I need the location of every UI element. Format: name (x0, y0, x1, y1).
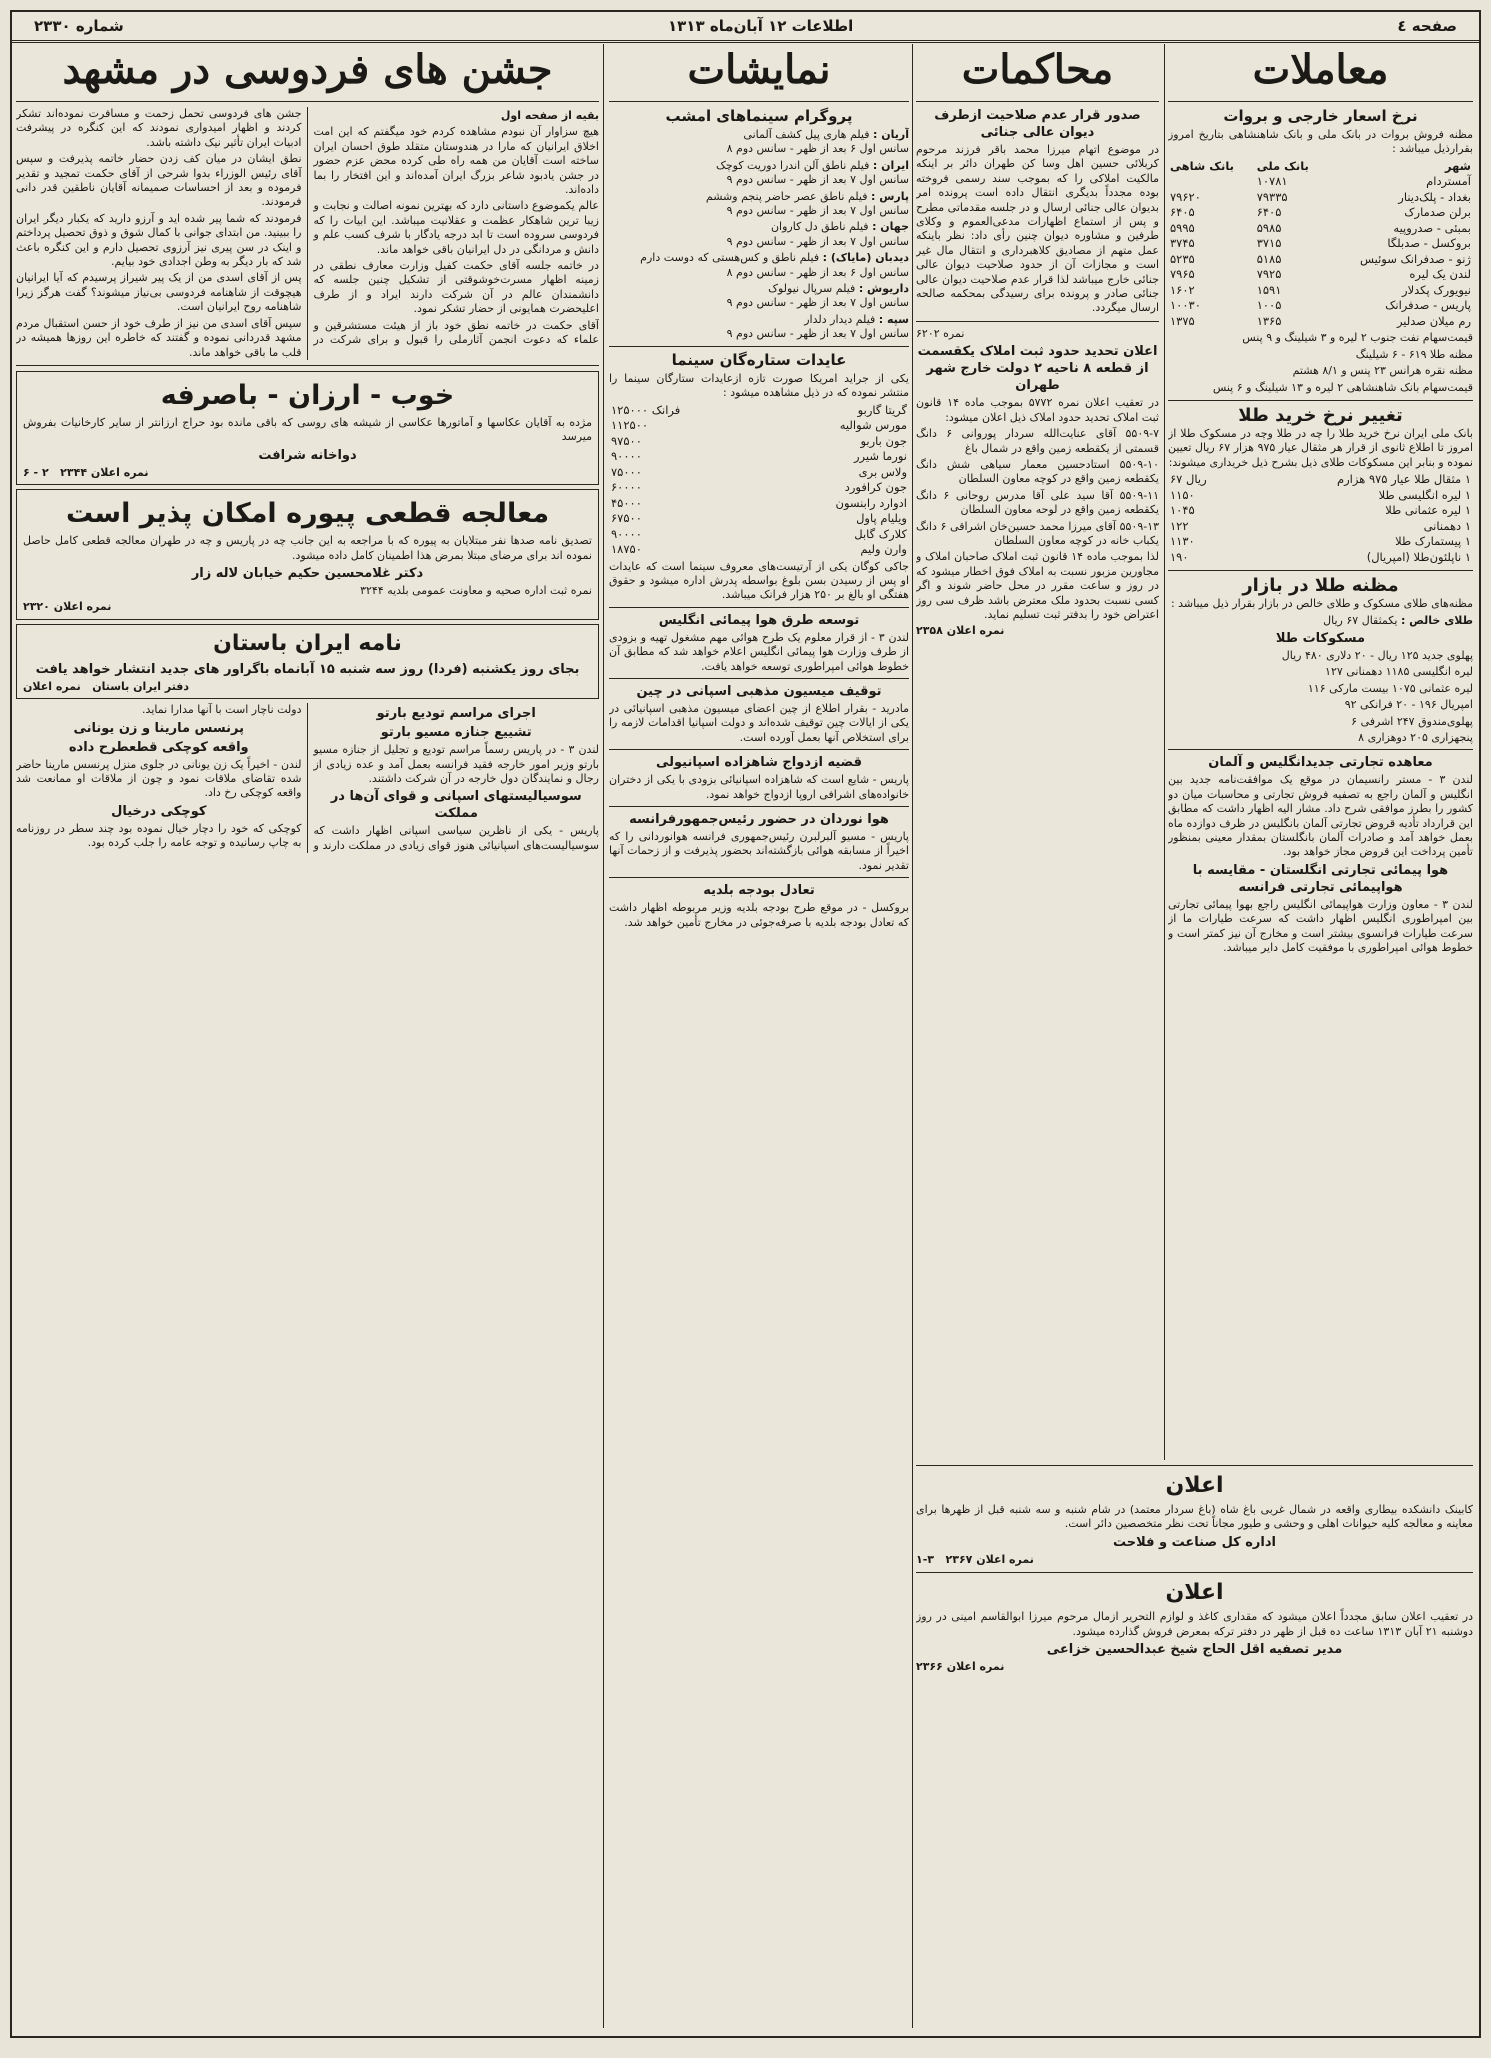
exchange-note: مظنه طلا ۶۱۹ - ۶ شیلینگ (1355, 347, 1473, 361)
exchange-shahi: ۱۶۰۲ (1170, 282, 1195, 297)
cinema-film: فیلم ناطق آلن اندرا دوریت کوچک (716, 158, 870, 172)
news-body: لندن ۳ - از قرار معلوم یک طرح هوائی مهم مشغول تهیه و بزودی از طرف وزارت هوا پیمائی انگلیس اعلام خواهد شد که مطابق آن خطوط هوائی امپراطوری توسعه خواهد یافت. (609, 630, 909, 673)
exchange-shahi: ۳۷۴۵ (1170, 236, 1195, 251)
cinema-name: آریان : (873, 128, 909, 141)
coin-line: امپریال ۱۹۶ - ۲۰ فرانکی ۹۲ (1344, 698, 1473, 712)
treaty1-title: معاهده تجارتی جدیدانگلیس و آلمان (1208, 755, 1433, 771)
exchange-row (1168, 205, 1473, 221)
divider (609, 806, 909, 807)
gold-buy-row (1168, 488, 1473, 504)
divider (609, 749, 909, 750)
cinema-film: فیلم ناطق و کس‌هستی که دوست دارم (640, 251, 820, 265)
notice1-code: ۳-۱ (916, 1552, 935, 1566)
exchange-shahi: ۵۲۳۵ (1170, 251, 1195, 266)
ferdowsi-paragraph: عالم یکموضوع داستانی دارد که بهترین نمونه اصالت و نجابت و زیبا ترین شاهکار عظمت و عقلانیت میباشد. این ابیات را که فردوسی سروده است تا ابد درجه یادگار با شرف کسب علم و دانش و مردانگی در دل ایرانیان باقی خواهد ماند. (313, 199, 599, 256)
cinema-item (609, 159, 909, 188)
star-row (609, 403, 909, 419)
notice2-signature: مدیر تصفیه اقل الحاج شیخ عبدالحسین خزاعی (1046, 1642, 1343, 1658)
stars-title: عایدات ستاره‌گان سینما (671, 350, 847, 369)
ad-treatment-title: معالجه قطعی پیوره امکان پذیر است (65, 498, 550, 530)
section-title-trials: محاکمات (961, 46, 1114, 93)
coin-line: پهلوی جدید ۱۲۵ ریال - ۲۰ دلاری ۴۸۰ ریال (1281, 648, 1473, 662)
exchange-header-city: شهر (1444, 158, 1471, 173)
notice1-number: نمره اعلان ۲۳۶۷ (945, 1552, 1034, 1566)
cinema-times: سانس اول ۷ بعد از ظهر - سانس دوم ۹ (726, 234, 909, 248)
ad-cheap (16, 371, 599, 485)
gold-buy-item: ۱ پیستمارک طلا (1395, 534, 1471, 549)
ancient-iran-number: نمره اعلان (23, 679, 81, 693)
gold-buy-price: ۱۰۴۵ (1170, 503, 1195, 518)
news-title: اجرای مراسم تودیع بارتو (376, 706, 536, 722)
exchange-title: نرخ اسعار خارجی و بروات (1223, 107, 1418, 125)
exchange-row (1168, 283, 1473, 299)
ad-treatment-number: نمره اعلان ۲۳۲۰ (23, 600, 112, 614)
exchange-shahi: ۱۰۰۳۰ (1170, 298, 1201, 313)
star-income: ۱۸۷۵۰ (611, 542, 642, 556)
coin-line: پنجهزاری ۲۰۵ دوهزاری ۸ (1358, 731, 1473, 744)
gold-buy-item: ۱ مثقال طلا عیار ۹۷۵ هزارم (1337, 472, 1471, 487)
news-title: سوسیالیستهای اسپانی و قوای آن‌ها در مملکت (330, 789, 582, 822)
star-row (609, 542, 909, 558)
exchange-melli: ۱۰۰۵ (1256, 298, 1282, 313)
star-income: ۶۷۵۰۰ (611, 511, 642, 525)
exchange-melli: ۵۱۸۵ (1256, 251, 1282, 266)
cinema-name: سپه : (878, 312, 909, 326)
cinema-film: فیلم هاری پیل‌ کشف آلمانی (743, 128, 870, 141)
news-title: هوا نوردان در حضور رئیس‌جمهورفرانسه (629, 811, 889, 827)
star-income: ۷۵۰۰۰ (611, 464, 642, 479)
exchange-header-melli: بانک ملی (1256, 158, 1309, 173)
news-body: بروکسل - در موقع طرح بودجه بلدیه وزیر مربوطه اظهار داشت که تعادل بودجه بلدیه با صرفه‌جوئی در مخارج تأمین خواهد شد. (609, 901, 909, 929)
news-body: پاریس - مسیو آلبرلبرن رئیس‌جمهوری فرانسه هوانوردانی را که اخیراً از مسابقه هوائی بازگشته‌اند بحضور پذیرفت و از زحمات آنها تقدیر نمود. (609, 829, 909, 872)
star-row (609, 449, 909, 465)
exchange-city: نیویورک پکدلار (1402, 282, 1471, 297)
gold-buy-item: ۱ دهمنانی (1423, 518, 1471, 533)
ad-cheap-body: مژده به آقایان عکاسها و آماتورها عکاسی از شیشه های روسی که باقی مانده بود حراج ارزانتر از سایر کارخانیات بفروش میرسد (23, 415, 592, 444)
star-name: کلارک گابل (854, 526, 907, 541)
exchange-melli: ۱۵۹۱ (1256, 282, 1282, 297)
divider (1168, 101, 1473, 102)
cinema-times: سانس اول ۷ بعد از ظهر - سانس دوم ۹ (726, 173, 909, 187)
ad-cheap-shop: دواخانه شرافت (258, 447, 357, 463)
pure-gold-value: یکمثقال ۶۷ ریال (1323, 613, 1398, 627)
stars-note: جاکی کوگان یکی از آرتیست‌های معروف سینما است که عایدات او پس از رسیدن بسن بلوغ بواسطه پدرش اداره میشود و حقوق هفتگی او بالغ بر ۲۵۰ هزار فرانک میباشد. (609, 559, 909, 602)
cinema-item (609, 128, 909, 157)
star-row (609, 434, 909, 450)
cinema-film: فیلم ناطق عصر حاضر پنجم وششم (705, 189, 868, 203)
ad-cheap-code: ۲ - ۶ (23, 465, 49, 479)
exchange-row (1168, 267, 1473, 283)
newspaper-page (10, 10, 1481, 2038)
ad-treatment-doctor: دکتر غلامحسین حکیم خیابان لاله زار (191, 565, 424, 581)
ad-ancient-iran (16, 624, 599, 699)
star-row (609, 465, 909, 481)
gold-buy-row (1168, 519, 1473, 535)
page-label: صفحه ٤ (1397, 17, 1457, 35)
gold-buy-title: تغییر نرخ خرید طلا (1238, 404, 1403, 426)
ancient-iran-signature: دفتر ایران باستان (92, 679, 190, 693)
news-body: پاریس - یکی از ناظرین سیاسی اسپانی اظهار داشت که سوسیالیست‌های اسپانیائی هنوز قوای زیادی در مملکت دارند و دولت ناچار است با آنها مدارا نماید. (142, 703, 599, 852)
continued-note: بقیه از صفحه اول (500, 109, 599, 122)
notices-area (916, 1460, 1473, 2034)
column-rule (603, 44, 604, 2028)
exchange-city: ژنو - صدفرانک سوئیس (1359, 251, 1471, 266)
exchange-city: پاریس - صدفرانک (1385, 298, 1471, 313)
coins-title: مسکوکات طلا (1275, 630, 1366, 646)
exchange-note: قیمت‌سهام بانک شاهنشاهی ۲ لیره و ۱۳ شیلینگ و ۶ پنس (1212, 380, 1473, 394)
notice2-title: اعلان (1165, 1580, 1224, 1606)
star-income: ۹۰۰۰۰ (611, 526, 642, 541)
ancient-iran-title: نامه ایران باستان (213, 630, 402, 656)
gold-buy-price: ۱۹۰ (1170, 549, 1189, 564)
gold-buy-body: بانک ملی ایران نرخ خرید طلا را چه در طلا وچه در مسکوک طلا از امروز تا اطلاع ثانوی از قرار هر مثقال عیار ۹۷۵ هزار ۶۷ ریال تعیین نموده و بنابر این مسکوکات طلای ذیل بشرح ذیل خریداری میشوند: (1168, 426, 1473, 469)
exchange-row (1168, 314, 1473, 330)
exchange-row (1168, 190, 1473, 206)
treaty2-title: هوا پیمائی تجارتی انگلستان - مقایسه با هواپیمائی تجارتی فرانسه (1192, 862, 1449, 895)
gold-market-intro: مظنه‌های طلای مسکوک و طلای خالص در بازار بقرار ذیل میباشد : (1170, 597, 1473, 611)
cinema-name: ایران : (872, 158, 909, 172)
cinema-times: سانس اول ۶ بعد از ظهر - سانس دوم ۸ (726, 142, 909, 156)
gold-buy-price: ۱۲۲ (1170, 518, 1189, 533)
news-body: لندن ۳ - در پاریس رسماً مراسم تودیع و تجلیل از جنازه مسیو بارتو وزیر امور خارجه فقید فرانسه بعمل آمد و عده زیادی از رجال و نمایندگان دول خارجه در آن شرکت داشتند. (313, 743, 599, 785)
cinema-name: داریوش : (858, 282, 909, 296)
ferdowsi-paragraph: در خاتمه جلسه آقای حکمت کفیل وزارت معارف نطقی در زمینه اظهار مسرت‌خوشوقتی از تشکیل چنین جلسه که دانشمندان عالم در آن شرکت دارند ایراد و از طرف اعلیحضرت همایونی از حضار تشکر نمود. (313, 259, 599, 316)
exchange-intro: مظنه فروش بروات در بانک ملی و بانک شاهنشاهی بتاریخ امروز بقرارذیل میباشد : (1168, 128, 1473, 156)
masthead (12, 12, 1479, 43)
star-row (609, 480, 909, 496)
exchange-shahi: ۱۳۷۵ (1170, 313, 1195, 328)
ad-treatment-hours: نمره ثبت اداره صحیه و معاونت عمومی بلدیه ۳۲۴۴ (360, 583, 592, 597)
star-income: ۱۲۵۰۰۰ فرانک (611, 402, 681, 417)
column-rule (912, 44, 913, 2028)
gold-buy-price: ۱۱۵۰ (1170, 487, 1195, 502)
divider (609, 607, 909, 608)
ferdowsi-paragraph: سپس آقای اسدی من نیز از طرف خود از حسن استقبال مردم مشهد قدردانی نموده و گفتند که خاطره این روزها همیشه در قلب ما باقی خواهد ماند. (16, 316, 302, 359)
exchange-table (1168, 159, 1473, 330)
ad-cheap-number: نمره اعلان ۲۳۴۴ (60, 465, 149, 479)
cinema-film: فیلم دیدار دلدار (804, 312, 876, 326)
news-title: قضیه ازدواج شاهزاده اسپانیولی (656, 755, 862, 771)
exchange-city: بغداد - پلک‌دینار (1398, 189, 1471, 204)
exchange-city: برلن صدمارک (1404, 205, 1471, 220)
star-row (609, 496, 909, 512)
star-name: جون باربو (860, 433, 907, 448)
news-body: پاریس - شایع است که شاهزاده اسپانیائی بزودی با یکی از دختران خانواده‌های اشرافی اروپا ازدواج خواهد نمود. (609, 773, 909, 801)
treaty1-body: لندن ۳ - مستر رانسیمان در موقع یک موافقت‌نامه جدید بین انگلیس و آلمان راجع به تصفیه فروش تجارتی و محاسبات میان دو کشور را بطرز موافقی شرح داد. مشار الیه اظهار داشت که مطابق این قرارداد تأدیه قروض تجارتی آلمان بانگلیس در ظرف دوازده ماه بعمل خواهد آمد و صادرات آلمان بانگلستان بمقدار معینی بمنظور تأمین پرداخت این قروض مجاز خواهد بود. (1168, 773, 1473, 859)
gold-buy-row (1168, 472, 1473, 488)
star-row (609, 511, 909, 527)
ferdowsi-column (16, 44, 599, 2028)
ad-cheap-title: خوب - ارزان - باصرفه (160, 379, 455, 411)
star-name: ادوارد رابنسون (835, 495, 907, 510)
news-subtitle: تشییع جنازه مسیو بارتو (380, 725, 532, 741)
star-income: ۹۷۵۰۰ (611, 433, 642, 448)
divider (609, 877, 909, 878)
gold-buy-item: ۱ ناپلئون‌طلا (امپریال) (1366, 549, 1471, 564)
gold-buy-row (1168, 534, 1473, 550)
star-name: نورما شیرر (853, 449, 907, 463)
cinema-item (609, 282, 909, 311)
exchange-city: بمبئی - صدروپیه (1393, 220, 1471, 235)
star-income: ۴۵۰۰۰ (611, 495, 642, 510)
notice2-body: در تعقیب اعلان سابق مجدداً اعلان میشود که مقداری کاغذ و لوازم التحریر ازمال مرحوم میرزا ابوالقاسم امینی در روز دوشنبه ۲۱ آبان ۱۳۱۳ ساعت ده قبل از ظهر در دفتر ترکه بمعرض فروش گذارده میشود. (916, 1610, 1473, 1638)
exchange-row (1168, 221, 1473, 237)
star-name: وارن ولیم (860, 542, 907, 556)
news-body: کوچکی که خود را دچار خیال نموده بود چند سطر در روزنامه به چاپ رسانیده و توجه عامه را جلب کرده بود. (16, 821, 302, 850)
cinema-name: جهان : (872, 220, 909, 234)
cinema-item (609, 251, 909, 280)
exchange-melli: ۶۴۰۵ (1256, 205, 1282, 220)
star-income: ۹۰۰۰۰ (611, 449, 642, 463)
cinema-film: فیلم سرپال نیولوک (768, 282, 856, 296)
registry-item: ۵۵۰۹-۱۳ آقای میرزا محمد حسین‌خان اشراقی ۶ دانگ یکباب خانه در کوچه معاون السلطان (916, 519, 1159, 547)
ad-treatment (16, 489, 599, 620)
bottom-news (16, 703, 599, 853)
ferdowsi-paragraph: پس از آقای اسدی من از یک پیر شیراز پرسیدم که آیا ایرانیان هیچوقت از شاهنامه فردوسی بی‌نیاز میشوند؟ گفت هرگز زیرا شاهنامه روح ایرانیان است. (16, 271, 302, 314)
notice2-number: نمره اعلان ۲۳۶۶ (916, 1660, 1005, 1674)
news-title: تعادل بودجه بلدیه (703, 883, 815, 899)
ferdowsi-paragraph: نطق ایشان در میان کف زدن حضار خاتمه پذیرفت و سپس آقای رئیس الوزراء بدوا شرحی از آقای حکمت تمجید و تقدیر فرموده و بعد از احساسات صمیمانه آقایان ناطقین قدر دانی فرمودند. (16, 152, 302, 209)
star-name: ویلیام پاول (856, 511, 907, 525)
star-name: ولاس بری (858, 464, 907, 479)
gold-buy-item: ۱ لیره عثمانی طلا (1385, 503, 1471, 518)
news-title: توقیف میسیون مذهبی اسپانی در چین (636, 683, 882, 699)
gold-buy-row (1168, 503, 1473, 519)
cinema-times: سانس اول ۷ بعد از ظهر - سانس دوم ۹ (726, 204, 909, 218)
stars-intro: یکی از جراید امریکا صورت تازه ازعایدات ستارگان سینما را منتشر نموده که در ذیل مشاهده میشود : (609, 371, 909, 400)
gold-buy-table (1168, 472, 1473, 565)
cinema-name: دیدبان (مایاک) : (822, 251, 909, 265)
registry-number-footer: نمره اعلان ۲۳۵۸ (916, 624, 1005, 638)
exchange-melli: ۷۹۳۳۵ (1256, 189, 1288, 204)
cinema-item (609, 313, 909, 342)
stars-table (609, 403, 909, 558)
exchange-shahi (1168, 174, 1255, 190)
coin-line: پهلوی‌مندوق ۲۴۷ اشرفی ۶ (1351, 714, 1473, 728)
exchange-row (1168, 174, 1473, 190)
exchange-row (1168, 298, 1473, 314)
cinema-film: فیلم ناطق دل‌ کاروان (770, 220, 869, 234)
gold-buy-row (1168, 550, 1473, 566)
registry-body: در تعقیب اعلان نمره ۵۷۷۲ بموجب ماده ۱۴ قانون ثبت املاک تحدید حدود املاک ذیل اعلان میشود: (916, 396, 1159, 424)
cinema-item (609, 190, 909, 219)
exchange-city: آمستردام (1426, 174, 1471, 189)
exchange-melli: ۳۷۱۵ (1256, 236, 1282, 251)
exchange-shahi: ۷۹۶۵ (1170, 267, 1195, 282)
pure-gold-label: طلای خالص : (1400, 613, 1473, 627)
exchange-melli: ۱۰۷۸۱ (1256, 174, 1288, 189)
exchange-shahi: ۷۹۶۲۰ (1170, 189, 1201, 204)
exchange-row (1168, 236, 1473, 252)
divider (609, 678, 909, 679)
notice1-body: کابینک دانشکده بیطاری واقعه در شمال غربی باغ شاه (باغ سردار معتمد) در شام شنبه و سه شنبه قبل از ظهرها برای معاینه و معالجه کلیه حیوانات اهلی و وحشی و طیور مجاناً تحت نظر متخصصین دائر است. (916, 1503, 1473, 1531)
exchange-city: بروکسل - صدبلگا (1387, 236, 1471, 251)
news-title: پرنسس مارینا و زن یونانی (73, 720, 245, 736)
star-name: گریتا گاربو (857, 402, 907, 417)
exchange-shahi: ۶۴۰۵ (1170, 205, 1195, 220)
coin-line: لیره عثمانی ۱۰۷۵ بیست مارکی ۱۱۶ (1307, 681, 1473, 695)
news-title: کوچکی درخیال (111, 803, 207, 819)
exchange-melli: ۱۳۶۵ (1256, 313, 1282, 328)
news-body: لندن - اخیراً یک زن یونانی در جلوی منزل پرنسس مارینا حاضر شده تقاضای ملاقات نمود و چون از ملاقات او ممانعت شد واقعه کوچکی رخ داد. (16, 757, 302, 800)
trials-body: در موضوع اتهام میرزا محمد باقر فرزند مرحوم کربلائی حسین اهل وسا کن طهران دائر بر اینکه مالکیت املاکی را که بموجب سند رسمی فروخته بوده مجدداً بدیگری انتقال داده است پرونده امر بدیوان عالی جنائی ارسال و در جلسه مقدماتی مطرح و پس از استماع اظهارات مدعی‌العموم و وکلای طرفین و مشاوره دیوان چنین رأی داد: نظر باینکه عمل متهم از مصادیق کلاهبرداری و انتقال مال غیر است و مجازات آن از حدود صلاحیت دیوان عالی جنائی خارج میباشد لذا قرار عدم صلاحیت دیوان عالی جنائی صادر و پرونده برای رسیدگی بمحکمه صالحه ارسال میگردد. (916, 143, 1159, 315)
date-line: اطلاعات ۱۲ آبان‌ماه ۱۳۱۳ (668, 17, 854, 35)
registry-item: ۵۵۰۹-۷ آقای عنایت‌الله سردار پوروانی ۶ دانگ قسمتی از یکقطعه زمین واقع در شمال باغ (916, 427, 1159, 455)
star-row (609, 418, 909, 434)
gold-market-title: مظنه طلا در بازار (1242, 575, 1399, 597)
ferdowsi-article (16, 107, 599, 360)
registry-title: اعلان تحدید حدود ثبت املاک یکقسمت از قطعه ۸ ناحیه ۲ دولت خارج شهر طهران (917, 344, 1158, 394)
cinema-name: پارس : (870, 189, 909, 203)
section-title-shows: نمایشات (687, 46, 831, 93)
registry-item: ۵۵۰۹-۱۱ آقا سید علی آقا مدرس روحانی ۶ دانگ یکقطعه زمین واقع در لوحه معاون السلطان (916, 488, 1159, 517)
exchange-melli: ۷۹۲۵ (1256, 267, 1282, 282)
gold-buy-price: ۱۱۳۰ (1170, 534, 1195, 549)
notice1-title: اعلان (1165, 1473, 1224, 1498)
exchange-row (1168, 252, 1473, 268)
ancient-iran-notice: بجای روز یکشنبه (فردا) روز سه شنبه ۱۵ آبانماه باگراور های جدید انتشار خواهد یافت (35, 661, 580, 677)
ad-treatment-body: تصدیق نامه صدها نفر مبتلایان به پیوره که با مراجعه به این جانب چه در پاریس و چه در طهران معالجه قطعی کامل حاصل نموده اند برای مرضای مبتلا بمرض هذا اطمینان کامل داده میشود. (23, 534, 592, 562)
star-name: مورس شوالیه (839, 418, 907, 432)
cinema-times: سانس اول ۶ بعد از ظهر - سانس دوم ۸ (726, 265, 909, 279)
star-income: ۶۰۰۰۰ (611, 480, 642, 494)
star-income: ۱۱۲۵۰۰ (611, 418, 649, 432)
cinema-times: سانس اول ۷ بعد از ظهر - سانس دوم ۹ (726, 327, 909, 341)
trials-title: صدور قرار عدم صلاحیت ازطرف دیوان عالی جنائی (934, 108, 1141, 140)
cinema-item (609, 220, 909, 249)
news-title: توسعه طرق هوا پیمائی انگلیس (658, 612, 860, 628)
news-subtitle: واقعه کوچکی قطعطرح داده (68, 739, 249, 755)
ferdowsi-paragraph: آقای حکمت در خاتمه نطق خود باز از هیئت مستشرقین و علماء که دعوت انجمن آثارملی را قبول و برای شرکت در جشن های فردوسی تحمل زحمت و مسافرت نموده‌اند تشکر کردند و اظهار امیدواری نمودند که این کنگره در پیشرفت ادبیات ایران تأثیر نیک داشته باشد. (16, 107, 599, 347)
ferdowsi-paragraph: هیچ سزاوار آن نبودم مشاهده کردم خود میگفتم که این امت اخلاق ایرانیان که مارا در هندوستان متقلد طوق احسان ایران ساخته است آقایان من همه راه طی کرده محض عزم حضور در جشن یادبود شاعر بزرگ ایران آمده‌اند و این افتخار را بما داده‌اند. (313, 125, 599, 197)
registry-number: نمره ۶۲۰۲ (916, 326, 965, 340)
star-name: جون کرافورد (844, 480, 907, 494)
section-title-ferdowsi: جشن های فردوسی در مشهد (62, 46, 553, 93)
exchange-note: مظنه نقره هرانس ۲۳ پنس و ۸/۱ هشتم (1292, 364, 1473, 378)
shows-column (609, 44, 909, 2028)
registry-closing: لذا بموجب ماده ۱۴ قانون ثبت املاک صاحبان املاک و مجاورین مزبور نسبت به املاک فوق اخطار میشود که در روز و ساعت مقرر در محل حاضر شوند و اگر کسی نسبت بحدود ملک معترض باشد ظرف سی روز اعتراض خود را بدفتر ثبت تسلیم نماید. (916, 550, 1159, 621)
registry-item: ۵۵۰۹-۱۰ استادحسین معمار سیاهی شش دانگ یکقطعه زمین واقع در کوچه معاون السلطان (916, 457, 1159, 486)
star-row (609, 527, 909, 543)
exchange-shahi: ۵۹۹۵ (1170, 220, 1195, 235)
ferdowsi-paragraph: فرمودند که شما پیر شده اید و آرزو دارید که یکبار دیگر ایران را ببینید. من ابتدای جوانی با کمال شوق و ذوق تحصیل پرداختم و اینک در سن پیری نیز آرزوی تحصیل دارم و این کنگره باعث شد که بار دیگر به وطن اجدادی خود بیایم. (16, 211, 302, 269)
section-title-transactions: معاملات (1252, 46, 1389, 93)
treaty2-body: لندن ۳ - معاون وزارت هواپیمائی انگلیس راجع بهوا پیمائی تجارتی بین امپراطوری انگلیس اظهار داشت که سرعت طیارات ما از سرعت طیارات فرانسوی بیشتر است و مخارج آن نیز کمتر است و خطوط هوائی امپراطوری با موفقیت کامل دایر میباشد. (1168, 897, 1473, 955)
gold-buy-item: ۱ لیره انگلیسی طلا (1378, 487, 1471, 502)
coin-line: لیره انگلیسی ۱۱۸۵ دهمنانی ۱۲۷ (1325, 665, 1473, 679)
cinema-times: سانس اول ۷ بعد از ظهر - سانس دوم ۹ (726, 296, 909, 310)
exchange-melli: ۵۹۸۵ (1256, 220, 1282, 235)
exchange-city: رم میلان صدلیر (1396, 313, 1471, 328)
exchange-note: قیمت‌سهام نفت جنوب ۲ لیره و ۳ شیلینگ و ۹ پنس (1242, 331, 1473, 345)
news-body: مادرید - بقرار اطلاع از چین اعضای میسیون مذهبی اسپانیائی در یکی از ایالات چین توقیف شده‌اند و دولت اسپانیا اقدامات لازمه را برای استخلاص آنها بعمل آورده است. (609, 701, 909, 744)
cinema-program-title: پروگرام سینماهای امشب (665, 107, 853, 125)
gold-buy-price: ۶۷ ریال (1170, 472, 1207, 487)
issue-label: شماره ۲۳۳۰ (34, 17, 124, 35)
exchange-header-shahi: بانک شاهی (1170, 158, 1234, 173)
exchange-city: لندن یک لیره (1409, 267, 1471, 282)
notice1-signature: اداره کل صناعت و فلاحت (1113, 1534, 1276, 1550)
